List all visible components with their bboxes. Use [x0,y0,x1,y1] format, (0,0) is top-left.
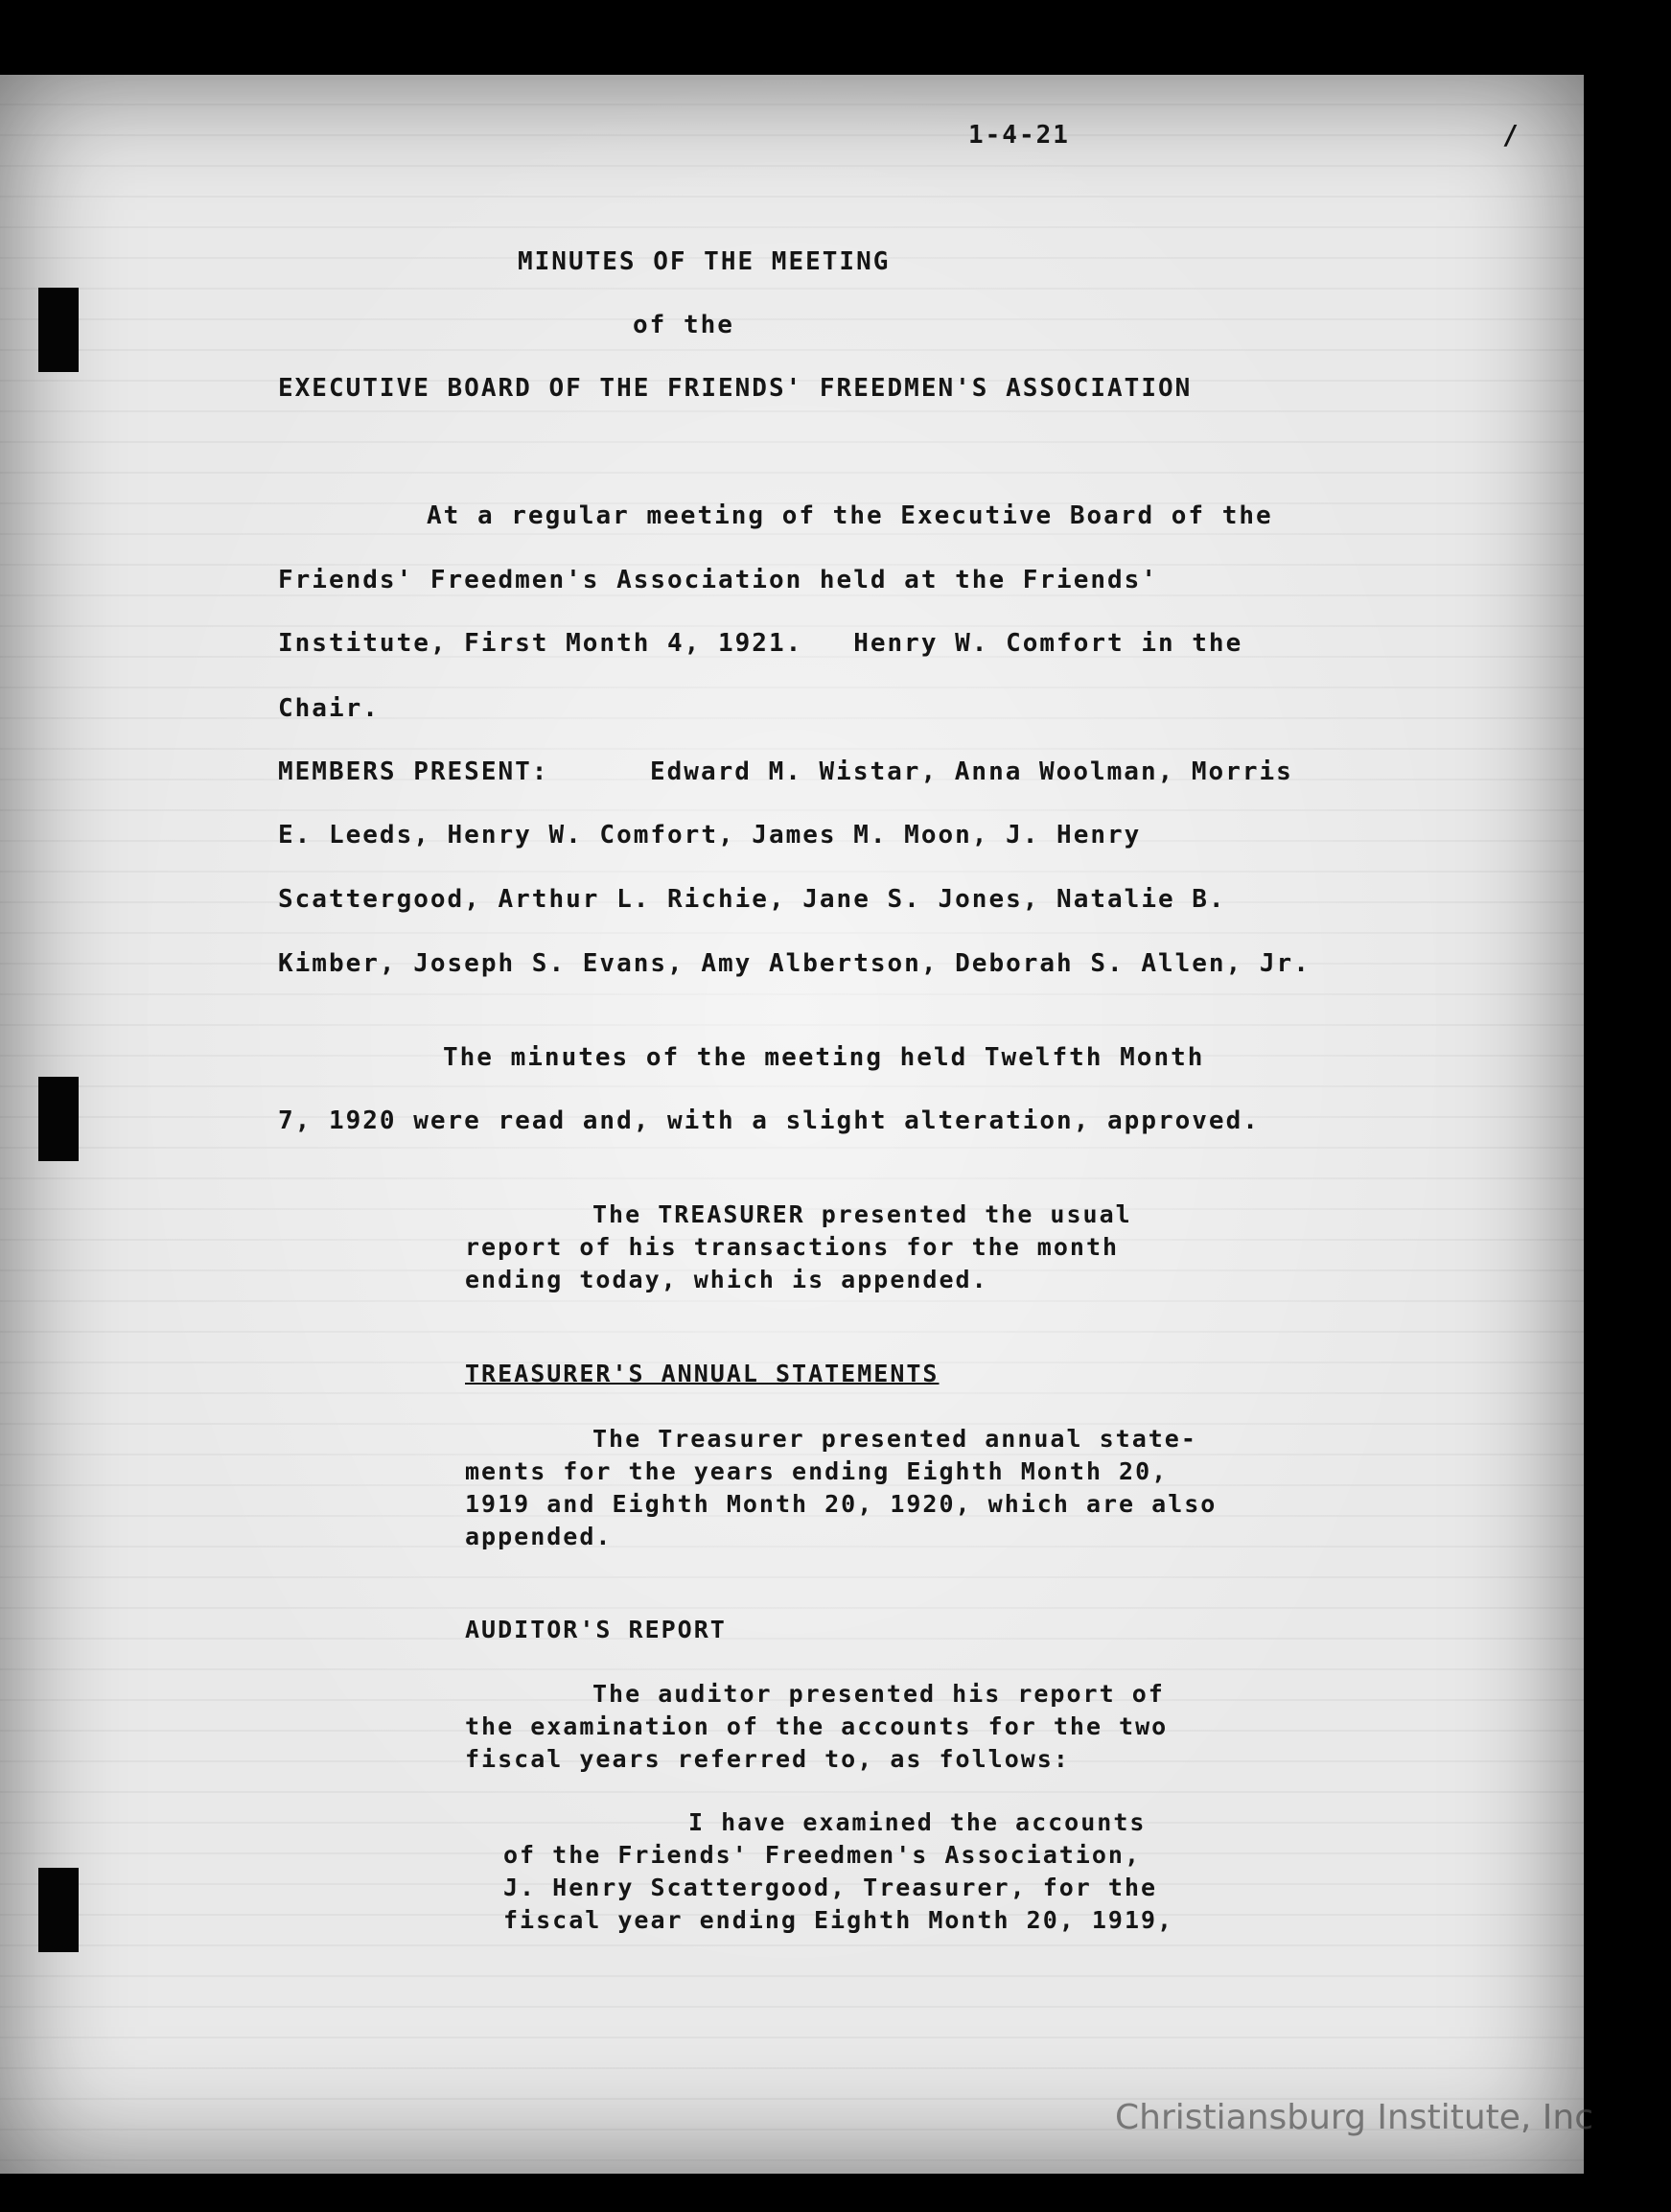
annual-line-2: ments for the years ending Eighth Month 20, [465,1457,1169,1485]
members-label: MEMBERS PRESENT: [278,757,549,786]
treasurer-line-2: report of his transactions for the month [465,1233,1120,1261]
opening-line-3: Institute, First Month 4, 1921. Henry W. Comfort in the [278,629,1243,658]
watermark: Christiansburg Institute, Inc [1115,2098,1594,2137]
minutes-line-1: The minutes of the meeting held Twelfth Month [443,1043,1205,1072]
annual-line-1: The Treasurer presented annual state- [592,1425,1197,1453]
quote-line-4: fiscal year ending Eighth Month 20, 1919, [503,1906,1174,1934]
members-line-1: Edward M. Wistar, Anna Woolman, Morris [650,757,1293,786]
punch-hole-top [38,288,79,372]
auditor-heading: AUDITOR'S REPORT [465,1616,727,1643]
auditor-line-1: The auditor presented his report of [592,1680,1165,1708]
page-mark: / [1502,119,1519,151]
title-line-2: of the [633,311,734,339]
annual-line-3: 1919 and Eighth Month 20, 1920, which are also [465,1490,1218,1518]
members-line-3: Scattergood, Arthur L. Richie, Jane S. Jones, Natalie B. [278,885,1226,914]
annual-statements-heading: TREASURER'S ANNUAL STATEMENTS [465,1360,940,1387]
title-line-3: EXECUTIVE BOARD OF THE FRIENDS' FREEDMEN'S ASSOCIATION [278,374,1193,403]
treasurer-line-1: The TREASURER presented the usual [592,1200,1132,1228]
punch-hole-middle [38,1077,79,1161]
quote-line-3: J. Henry Scattergood, Treasurer, for the [503,1874,1158,1901]
quote-line-1: I have examined the accounts [688,1808,1147,1836]
members-line-2: E. Leeds, Henry W. Comfort, James M. Moon, J. Henry [278,821,1142,850]
annual-line-4: appended. [465,1523,613,1550]
punch-hole-bottom [38,1868,79,1952]
page-code: 1-4-21 [968,121,1070,150]
auditor-line-2: the examination of the accounts for the two [465,1712,1169,1740]
opening-line-1: At a regular meeting of the Executive Board of the [427,501,1273,530]
title-line-1: MINUTES OF THE MEETING [518,247,891,276]
minutes-line-2: 7, 1920 were read and, with a slight alteration, approved. [278,1106,1260,1135]
members-line-4: Kimber, Joseph S. Evans, Amy Albertson, Deborah S. Allen, Jr. [278,949,1311,978]
auditor-line-3: fiscal years referred to, as follows: [465,1745,1070,1773]
document-page [0,75,1584,2174]
opening-line-2: Friends' Freedmen's Association held at the Friends' [278,566,1158,594]
quote-line-2: of the Friends' Freedmen's Association, [503,1841,1141,1869]
treasurer-line-3: ending today, which is appended. [465,1266,988,1293]
opening-line-4: Chair. [278,694,380,723]
